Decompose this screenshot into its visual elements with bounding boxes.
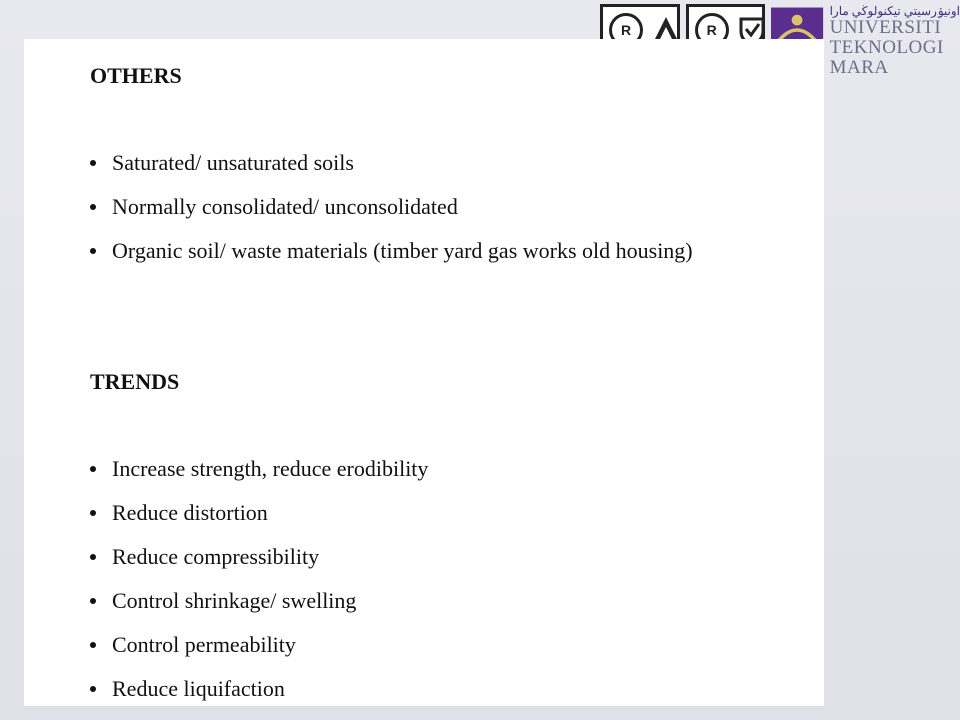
- others-list: [90, 150, 693, 282]
- list-item: [90, 588, 428, 632]
- list-item-text: Normally consolidated/ unconsolidated: [112, 194, 458, 219]
- list-item-text: Reduce compressibility: [112, 544, 320, 569]
- list-item: [90, 500, 428, 544]
- list-item: [90, 150, 693, 194]
- others-heading: OTHERS: [90, 63, 182, 88]
- bullet-icon: [90, 204, 96, 210]
- list-item: [90, 544, 428, 588]
- university-name-line2: TEKNOLOGI: [829, 37, 944, 58]
- content-panel: [24, 39, 824, 706]
- bullet-icon: [90, 642, 96, 648]
- list-item: [90, 456, 428, 500]
- registered-mark: R: [609, 13, 643, 47]
- university-name-jawi: اونيۏرسيتي تيكنولوڬي مارا: [829, 4, 960, 18]
- list-item: [90, 238, 693, 282]
- registered-mark: R: [695, 13, 729, 47]
- bullet-icon: [90, 554, 96, 560]
- list-item-text: Increase strength, reduce erodibility: [112, 456, 429, 481]
- university-name-line3: MARA: [829, 57, 889, 78]
- trends-heading: TRENDS: [90, 369, 180, 394]
- bullet-icon: [90, 510, 96, 516]
- trends-list: [90, 456, 428, 720]
- list-item: [90, 676, 428, 720]
- university-name-line1: UNIVERSITI: [829, 17, 942, 38]
- list-item-text: Reduce distortion: [112, 500, 268, 525]
- list-item-text: Control permeability: [112, 632, 296, 657]
- list-item-text: Reduce liquifaction: [112, 676, 285, 701]
- list-item-text: Control shrinkage/ swelling: [112, 588, 357, 613]
- bullet-icon: [90, 160, 96, 166]
- university-name: [830, 4, 960, 78]
- bullet-icon: [90, 598, 96, 604]
- bullet-icon: [90, 686, 96, 692]
- bullet-icon: [90, 466, 96, 472]
- bullet-icon: [90, 248, 96, 254]
- list-item-text: Organic soil/ waste materials (timber yard gas works old housing): [112, 238, 693, 263]
- list-item: [90, 632, 428, 676]
- list-item-text: Saturated/ unsaturated soils: [112, 150, 354, 175]
- list-item: [90, 194, 693, 238]
